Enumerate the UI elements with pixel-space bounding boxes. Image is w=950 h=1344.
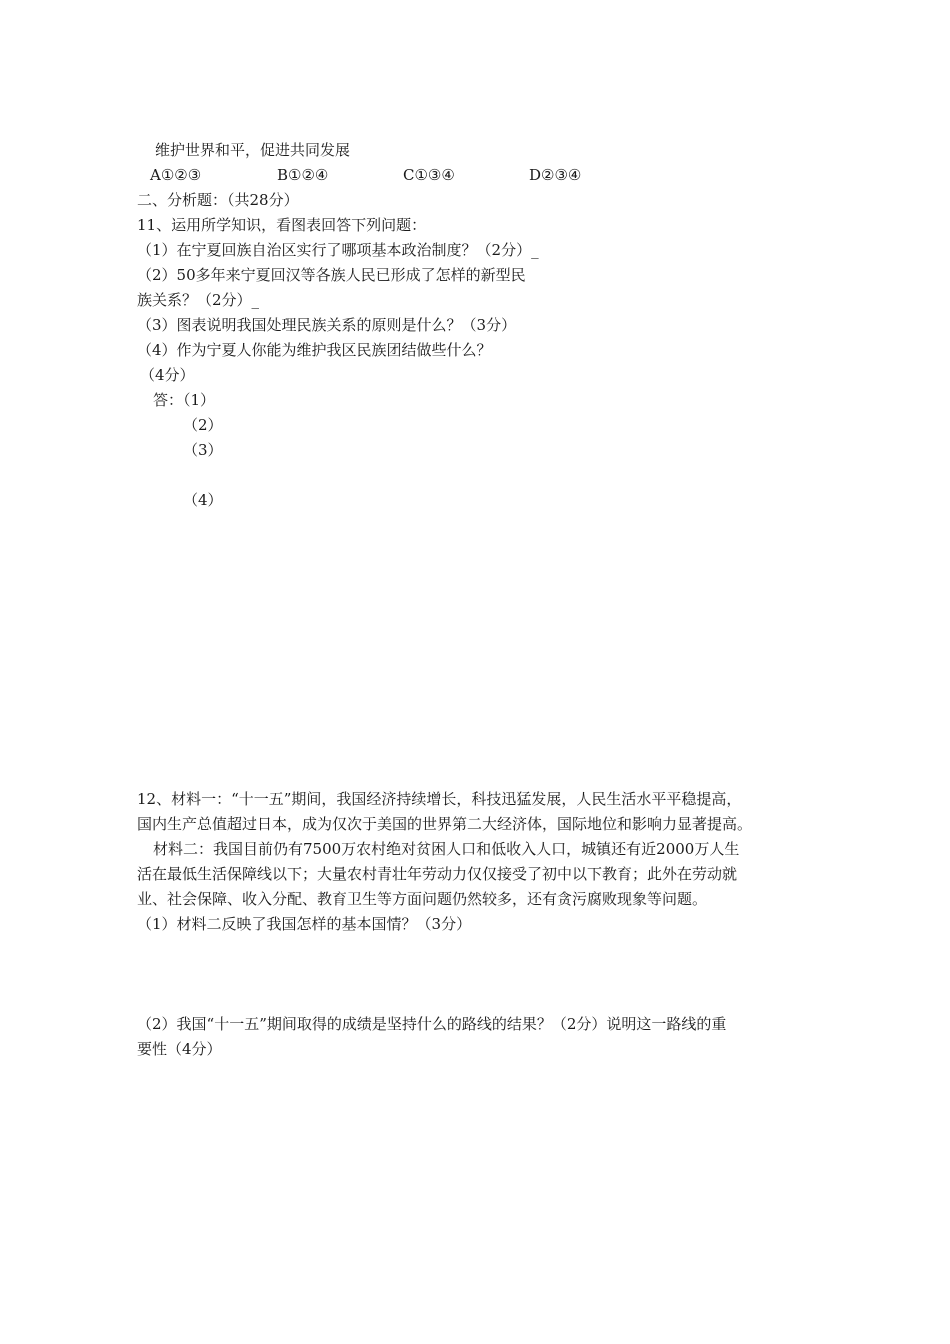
- q12-sub2-line2: 要性（4分）: [137, 1040, 222, 1058]
- option-c: C①③④: [403, 166, 455, 184]
- q12-sub2-line1: （2）我国“十一五”期间取得的成绩是坚持什么的路线的结果？（2分）说明这一路线的重: [137, 1015, 727, 1033]
- option-d: D②③④: [529, 166, 582, 184]
- option-b: B①②④: [277, 166, 329, 184]
- q11-answer-4: （4）: [183, 491, 223, 509]
- q11-answer-2: （2）: [183, 416, 223, 434]
- q11-sub2-line2: 族关系？（2分）_: [137, 291, 260, 309]
- q11-sub4-line2: （4分）: [140, 366, 195, 384]
- q11-sub4-line1: （4）作为宁夏人你能为维护我区民族团结做些什么？: [137, 341, 492, 359]
- q11-sub3: （3）图表说明我国处理民族关系的原则是什么？（3分）: [137, 316, 517, 334]
- option-a: A①②③: [150, 166, 202, 184]
- q11-stem: 11、运用所学知识，看图表回答下列问题：: [137, 216, 427, 234]
- q11-answer-3: （3）: [183, 441, 223, 459]
- q12-material2-line2: 活在最低生活保障线以下；大量农村青壮年劳动力仅仅接受了初中以下教育；此外在劳动就: [137, 865, 738, 883]
- q12-material2-line3: 业、社会保障、收入分配、教育卫生等方面问题仍然较多，还有贪污腐败现象等问题。: [137, 890, 708, 908]
- q12-material1-line2: 国内生产总值超过日本，成为仅次于美国的世界第二大经济体，国际地位和影响力显著提高。: [137, 815, 753, 833]
- q11-sub1: （1）在宁夏回族自治区实行了哪项基本政治制度？（2分）_: [137, 241, 539, 259]
- q12-material1-line1: 12、材料一：“十一五”期间，我国经济持续增长，科技迅猛发展，人民生活水平平稳提高，: [137, 790, 742, 808]
- option-continuation-text: 维护世界和平，促进共同发展: [155, 141, 351, 159]
- q11-answer-label: 答：（1）: [153, 391, 216, 409]
- q12-material2-line1: 材料二：我国目前仍有7500万农村绝对贫困人口和低收入人口，城镇还有近2000万人生: [153, 840, 740, 858]
- section-heading: 二、分析题：（共28分）: [137, 191, 299, 209]
- q11-sub2-line1: （2）50多年来宁夏回汉等各族人民已形成了怎样的新型民: [137, 266, 526, 284]
- q12-sub1: （1）材料二反映了我国怎样的基本国情？（3分）: [137, 915, 472, 933]
